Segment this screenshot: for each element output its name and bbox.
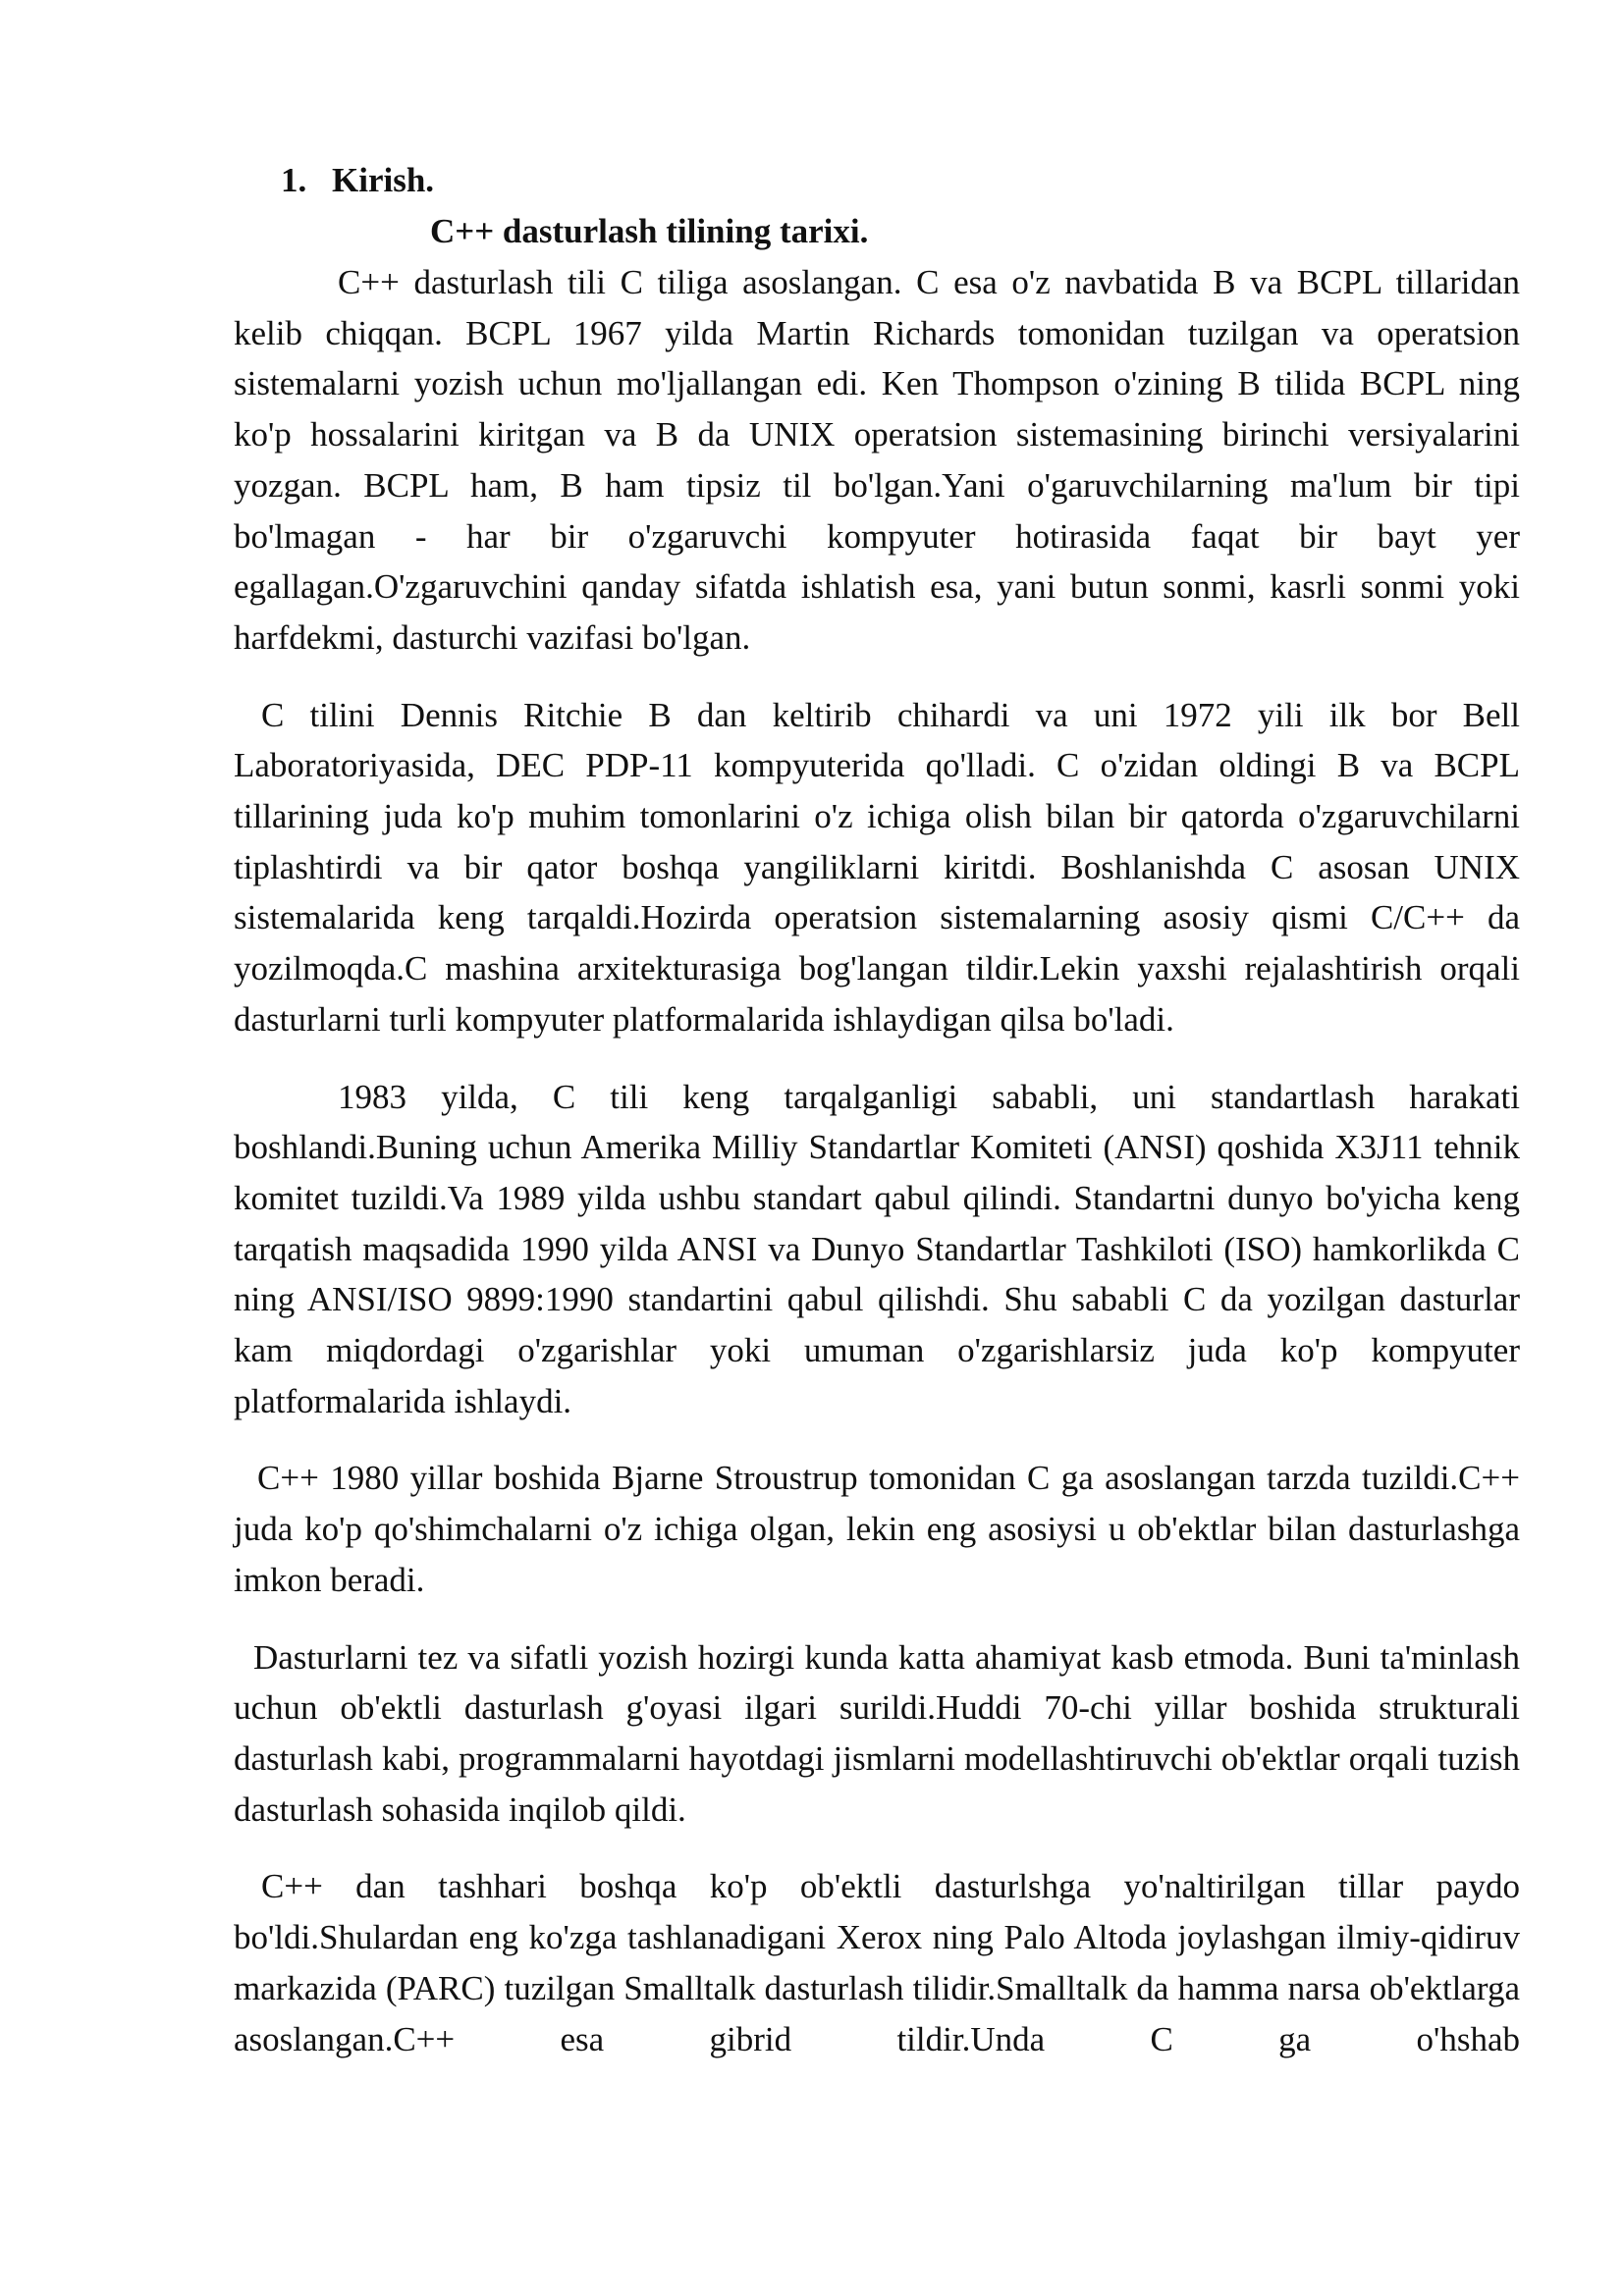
paragraph-5: Dasturlarni tez va sifatli yozish hozirgi kunda katta ahamiyat kasb etmoda. Buni ta'minlash uchun ob'ektli dasturlash g'oyasi ilgari surildi.Huddi 70-chi yillar boshida strukturali dasturlash kabi, programmalarni hayotdagi jismlarni modellashtiruvchi ob'ektlar orqali tuzish dasturlash sohasida inqilob qildi.: [234, 1637, 1520, 1829]
paragraph-1: C++ dasturlash tili C tiliga asoslangan. C esa o'z navbatida B va BCPL tillaridan kelib chiqqan. BCPL 1967 yilda Martin Richards tomonidan tuzilgan va operatsion sistemalarni yozish uchun mo'ljallangan edi. Ken Thompson o'zining B tilida BCPL ning ko'p hossalarini kiritgan va B da UNIX operatsion sistemasining birinchi versiyalarini yozgan. BCPL ham, B ham tipsiz til bo'lgan.Yani o'garuvchilarning ma'lum bir tipi bo'lmagan - har bir o'zgaruvchi kompyuter hotirasida faqat bir bayt yer egallagan.O'zgaruvchini qanday sifatda ishlatish esa, yani butun sonmi, kasrli sonmi yoki harfdekmi, dasturchi vazifasi bo'lgan.: [234, 263, 1520, 657]
paragraph-6: C++ dan tashhari boshqa ko'p ob'ektli dasturlshga yo'naltirilgan tillar paydo bo'ldi.Shulardan eng ko'zga tashlanadigani Xerox ning Palo Altoda joylashgan ilmiy-qidiruv markazida (PARC) tuzilgan Smalltalk dasturlash tilidir.Smalltalk da hamma narsa ob'ektlarga asoslangan.C++ esa gibrid tildir.Unda C ga o'hshab: [234, 1867, 1520, 2058]
section-number: 1.: [281, 161, 307, 199]
section-heading: [234, 155, 1520, 206]
paragraph-2: C tilini Dennis Ritchie B dan keltirib chihardi va uni 1972 yili ilk bor Bell Laboratoriyasida, DEC PDP-11 kompyuterida qo'lladi. C o'zidan oldingi B va BCPL tillarining juda ko'p muhim tomonlarini o'z ichiga olish bilan bir qatorda o'zgaruvchilarni tiplashtirdi va bir qator boshqa yangiliklarni kiritdi. Boshlanishda C asosan UNIX sistemalarida keng tarqaldi.Hozirda operatsion sistemalarning asosiy qismi C/C++ da yozilmoqda.C mashina arxitekturasiga bog'langan tildir.Lekin yaxshi rejalashtirish orqali dasturlarni turli kompyuter platformalarida ishlaydigan qilsa bo'ladi.: [234, 695, 1520, 1039]
section-title: Kirish.: [332, 161, 435, 199]
paragraph-4: C++ 1980 yillar boshida Bjarne Stroustrup tomonidan C ga asoslangan tarzda tuzildi.C++ juda ko'p qo'shimchalarni o'z ichiga olgan, lekin eng asosiysi u ob'ektlar bilan dasturlashga imkon beradi.: [234, 1459, 1520, 1599]
paragraph-3: 1983 yilda, C tili keng tarqalganligi sababli, uni standartlash harakati boshlandi.Buning uchun Amerika Milliy Standartlar Komiteti (ANSI) qoshida X3J11 tehnik komitet tuzildi.Va 1989 yilda ushbu standart qabul qilindi. Standartni dunyo bo'yicha keng tarqatish maqsadida 1990 yilda ANSI va Dunyo Standartlar Tashkiloti (ISO) hamkorlikda C ning ANSI/ISO 9899:1990 standartini qabul qilishdi. Shu sababli C da yozilgan dasturlar kam miqdordagi o'zgarishlar yoki umuman o'zgarishlarsiz juda ko'p kompyuter platformalarida ishlaydi.: [234, 1077, 1520, 1420]
section-subtitle: C++ dasturlash tilining tarixi.: [430, 212, 869, 250]
document-page: [234, 155, 1520, 2064]
